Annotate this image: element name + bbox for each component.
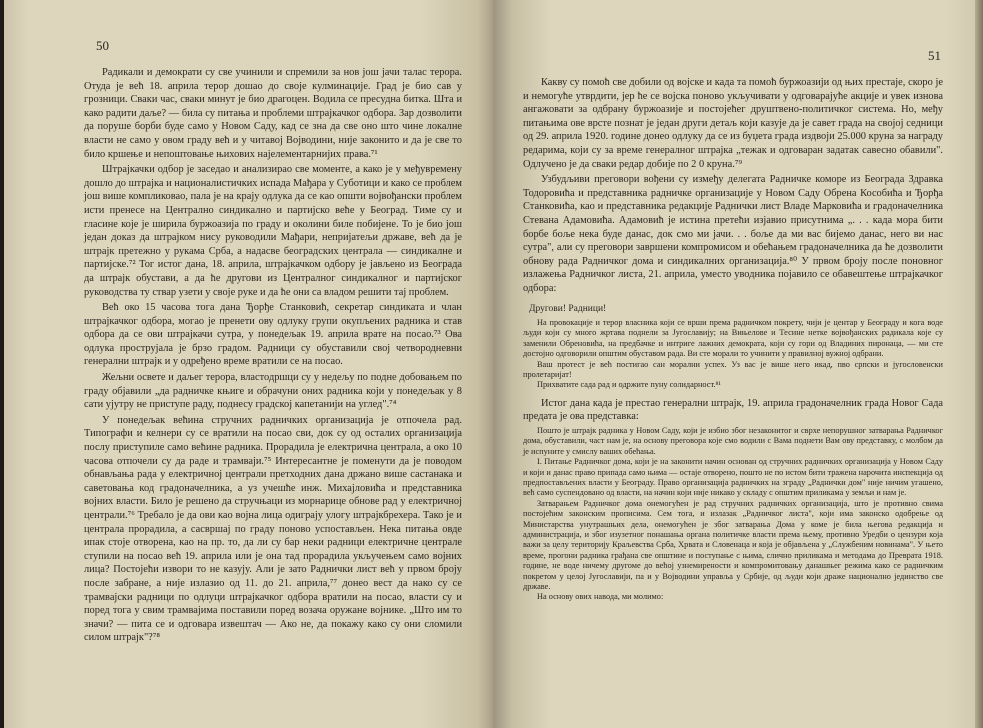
page-number-right: 51 bbox=[928, 48, 941, 63]
right-page bbox=[493, 0, 983, 728]
petition-paragraph: На основу ових навода, ми молимо: bbox=[537, 592, 664, 602]
page-edge-left bbox=[0, 0, 4, 728]
paragraph: Жељни освете и даљег терора, властодршци су у недељу по подне добовањем по граду објавили „да радничке књиге и обрачуни оних радника који у понедељак у 8 сати ујутру не приступе раду, поднесу градској капетанији на углед".⁷⁴ bbox=[84, 372, 462, 411]
petition-paragraph: Затварањем Радничког дома онемогућен је рад стручних радничких организација, што је противно свима постојећим законским прописима. Сем тога, и излазак „Радничког листа", који има законско одобрење од Министарства унутрашњих дела, онемогућен је због затварања Дома у коме је била његова редакција и администрација, и због изузетног понашања органа политичке власти према њему, противно Уредби о цензури која важи за целу територију Краљевства Срба, Хрвата и Словенаца и која је објављена у „Службеним новинама". У њето време, прогони радника грађана све општине и поступање с њима, слично приликама и методама до Преврата 1918. године, не воде ничему другоме до већој узнемирености и компромитовању данашњег режима како се радничким покретом у целој Југославији, па и у Војводини управља у Србије, од људи који драже национално јединство све државе. bbox=[523, 498, 943, 592]
paragraph: Већ око 15 часова тога дана Ђорђе Станковић, секретар синдиката и члан штрајкачког одбора, могао је пренети ову одлуку групи окупљених радника и став одбора да се ови штрајкачи сутра, у понедељак 19. априла врате на посао.⁷³ Ова одлука прострујала је брзо градом. Радници су обуставили свој четвородневни генерални штрајк и у одређено време вратили се на посао. bbox=[84, 302, 462, 368]
quote-heading: Другови! Радници! bbox=[529, 303, 607, 314]
quote-paragraph: Ваш протест је већ постигао сан морални успех. Уз вас је више него икад, пво српски и југословенски пролетаријат! bbox=[523, 359, 943, 379]
page-number-left: 50 bbox=[96, 38, 109, 53]
petition-paragraph: Пошто је штрајк радника у Новом Саду, који је избио због незаконитог и сврхе непорушног затварања Радничког дома, обуставили, част нам је, на основу преговора које смо водили с Вама поднети Вам ову представку, с молбом да је испуните у смислу ваших обећања. bbox=[523, 425, 943, 456]
petition-paragraph: I. Питање Радничког дома, који је на законити начин основан од стручних радничких организација у Новом Саду и који и данас право припада само њима — остаје отворено, пошто не по истом бити тражена нарочита инспекција од предпостављених власти у Београду. Право организација радничких на зграду „Раднички дом" није ничим угашено, већ само суспендовано од власти, на начин који није никако у складу с општим приликама у земљи и нам је. bbox=[523, 457, 943, 498]
right-page-body bbox=[523, 76, 943, 603]
paragraph: Радикали и демократи су све учинили и спремили за нов још јачи талас терора. Отуда је већ 18. априла терор дошао до своје кулминације. Град је био сав у грозници. Сваки час, сваки минут је био драгоцен. Водила се пресудна битка. Шта и како радити даље? — била су питања и проблеми штрајкачког одбора. Зар дозволити да поруше борби буде само у Новом Саду, кад се зна да све оно што чине локалне власти не само у овом граду већ и у читавој Војводини, није законито и да је све то било кршење и непоштовање њихових најелементарнијих права.⁷¹ bbox=[84, 67, 462, 160]
paragraph: У понедељак већина стручних радничких организација је отпочела рад. Типографи и келнери су се вратили на посао сви, док су од осталих организација послу приступиле само већине радника. Прорадила је електрична централа, а око 10 часова отпочели су да раде и трамваји.⁷⁵ Интересантне је поменути да је поводом обнављања рада у електричној централи претходних дана држано више састанака и саветовања код градоначелника, а уз учешће инж. Михајловића и представника војних власти. Било је решено да стручњаци из морнарице обнове рад у електричној централи.⁷⁶ Требало је да ови као војна лица одиграју улогу штрајкбрехера. Тако је и централа прорадила, а сасвршај по граду поново успостављен. Нека питања овде ипак стоје отворена, као на пр. то, да ли су бар неки радници електричне централе ступили на посао већ 19. априла или је она тад прорадила укључењем само војних лица? Постојећи извори то не казују. Али је зато Раднички лист већ у првом броју после забране, а није излазио од 11. до 21. априла,⁷⁷ донео вест да нако су се трамвајски радници по одлуци штрајкачког одбора вратили на посао, власти су и поред тога у свим трамвајима поставили поред возача оружане војнике. „Што им то значи? — пита се и одговара извештач — Ако не, да покажу како су они сломили силом штрајк"?⁷⁸ bbox=[84, 414, 462, 644]
paragraph: Узбудљиви преговори вођени су између делегата Радничке коморе из Београда Здравка Тодоровића и представника радничке организације у Новом Саду Обрена Кособића и Ђорђа Станковића, као и представника редакције Раднички лист Владе Марковића и градоначелника Стевана Адамовића. Адамовић је истина претећи изјавио присутнима „. . . када мора бити борбе боље нека буде данас, док смо ми јачи. . . боље да ми вас бијемо данас, него ви нас сутра", али су преговори завршени компромисом и обећањем градоначелника да ће дозволити обнову рада Радничког дома и синдикалних организација.⁸⁰ У првом броју после поновног излажења Радничког листа, 21. априла, уместо уводника појавило се обавештење штрајкачког одбора: bbox=[523, 174, 943, 294]
left-page-body bbox=[84, 66, 462, 645]
page-edge-right bbox=[975, 0, 983, 728]
quote-paragraph: Прихватите сада рад и одржите пуну солидарност.⁸¹ bbox=[537, 380, 721, 390]
paragraph: Какву су помоћ све добили од војске и када та помоћ буржоазији од њих престаје, скоро је и немогуће утврдити, јер ће се војска поново укључивати у одговарајуће акције и увек изнова ангажовати за одбрану буржоазије и постојећег друштвено-политичког система. Но, међу питањима ове врсте познат је један други детаљ који казује да је савет града на својој седници од 29. априла 1920. године донео одлуку да се из буџета града издвоји 25.000 круна за награду редарима, који су за време генералног штрајка „тежак и одговаран задатак савесно обавили". Одлучено је да сваки редар добије по 2 0 круна.⁷⁹ bbox=[523, 77, 943, 170]
petition-text bbox=[523, 426, 943, 603]
paragraph: Истог дана када је престао генерални штрајк, 19. априла градоначелник града Новог Сада предата је ова представка: bbox=[523, 397, 943, 423]
quote-paragraph: На провокације и терор власника који се врши према радничком покрету, чији је центар у Београду и кога воде људи који су много жртава поднели за Југославију; на Вињелове и Тесине нетке војвођанских радикала које су заменили Обреновића, на предбачке и интриге лажних демократа, који су гори од Владиних пиронаца, — ми сте достојно одговорили општим обуставом рада. Ви сте морали то учинити у правилној вужној одбрани. bbox=[523, 317, 943, 359]
paragraph: Штрајкачки одбор је заседао и анализирао све моменте, а како је у међувремену дошло до штрајка и националистичких испада Мађара у Суботици и како се проблем још више компликовао, пала је на крају одлука да се као општи војвођански проблем исти пренесе на Централно синдикално и партијско веће у Београд. Тиме су и гласине које је ширила буржоазија по граду и околини биле побијене. То је био још један доказ да штрајком нису руководили Мађари, непријатељи државе, већ да је штрајк претежно у рукама Срба, а надасве београдских централа — синдикалне и партијске.⁷² Тог истог дана, 18. априла, штрајкачком одбору је јављено из Београда да штрајк обустави, а да ће другови из Централног синдикалног и партијског руководства ту ствар узети у своје руке и да ће они са владом решити тај проблем. bbox=[84, 164, 462, 298]
quoted-notice bbox=[523, 304, 943, 391]
